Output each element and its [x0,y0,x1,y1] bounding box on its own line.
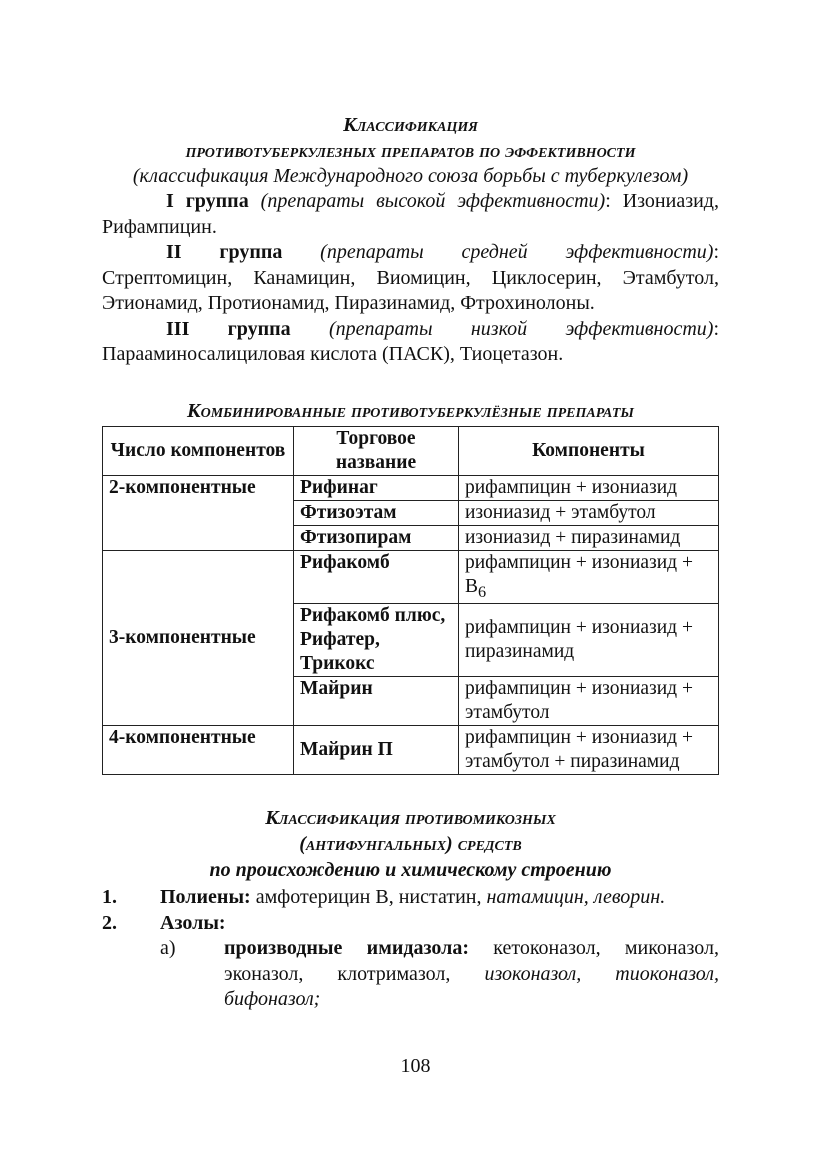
antifungal-list [102,885,719,1013]
components-subscript: 6 [478,582,487,601]
components-text: рифампицин + изониазид + В [465,551,693,597]
group-3-name: III группа [166,317,291,340]
list-item-italic: натамицин, леворин. [486,886,666,909]
group-1 [102,189,719,240]
trade-name: Майрин П [294,726,459,775]
group-3 [102,317,719,368]
sub-item-label: производные имидазола: [224,937,469,960]
section1-title-line1: Классификация [343,114,478,136]
group-2-name: II группа [166,241,283,263]
section3-title-line1: Классификация противомикозных [265,807,556,830]
group-2-desc: (препараты средней эффективности) [320,241,714,263]
trade-name: Рифинаг [294,475,459,500]
list-item-text [160,911,719,937]
list-item-text [160,885,719,911]
components-cell: изониазид + этамбутол [459,500,719,525]
table-row [103,475,719,500]
page-content [102,112,719,1013]
group-2 [102,240,719,317]
section1-subtitle: (классификация Международного союза борьбы с туберкулезом) [132,165,689,187]
header-trade: Торговое название [294,426,459,475]
sub-list-item [160,936,719,1013]
group-3-desc: (препараты низкой эффективности) [329,317,714,340]
trade-name: Фтизопирам [294,525,459,550]
list-item-number: 1. [102,886,117,909]
group-1-name: I группа [166,190,249,212]
list-item-number: 2. [102,911,117,934]
header-components: Компоненты [459,426,719,475]
components-cell: рифампицин + изониазид + этамбутол [459,677,719,726]
sub-item-letter: а) [160,937,176,960]
components-cell: рифампицин + изониазид + этамбутол + пиразинамид [459,726,719,775]
group-1-desc: (препараты высокой эффективности) [260,190,606,212]
combined-drugs-table [102,426,719,776]
group-3-drugs: : Парааминосалициловая кислота (ПАСК), Тиоцетазон. [102,317,720,365]
list-item [102,885,719,911]
list-item-label: Азолы: [160,911,226,934]
list-item-plain: амфотерицин В, нистатин, [250,886,487,909]
table-row [103,726,719,775]
group-1-drugs: : Изониазид, Рифампицин. [102,190,719,238]
list-item-label: Полиены: [160,886,251,909]
trade-name: Рифакомб плюс, Рифатер, Трикокс [294,604,459,677]
components-cell [459,550,719,604]
section3-subtitle: по происхождению и химическому строению [209,859,612,882]
trade-name: Майрин [294,677,459,726]
page-number: 108 [400,1055,431,1077]
header-count: Число компонентов [103,426,294,475]
section2-title: Комбинированные противотуберкулёзные препараты [187,399,634,422]
section1-title-line2: противотуберкулезных препаратов по эффективности [185,140,636,162]
trade-name: Фтизоэтам [294,500,459,525]
group-2-drugs: : Стрептомицин, Канамицин, Виомицин, Циклосерин, Этамбутол, Этионамид, Протионамид, Пиразинамид, Фтрохинолоны. [102,241,719,314]
group-three-component: 3-компонентные [103,550,294,726]
section3-title-line2: (антифунгальных) средств [299,833,522,856]
components-cell: рифампицин + изониазид [459,475,719,500]
components-cell: изониазид + пиразинамид [459,525,719,550]
trade-name: Рифакомб [294,550,459,604]
components-cell: рифампицин + изониазид + пиразинамид [459,604,719,677]
sub-item-text [224,936,719,1013]
group-four-component: 4-компонентные [103,726,294,775]
table-header-row [103,426,719,475]
sub-item-plain: кетоконазол, миконазол, эконазол, клотримазол, [224,937,719,985]
sub-item-italic: изоконазол, тиоконазол, бифоназол; [224,962,719,1011]
table-row [103,550,719,604]
list-item [102,911,719,937]
group-two-component: 2-компонентные [103,475,294,550]
